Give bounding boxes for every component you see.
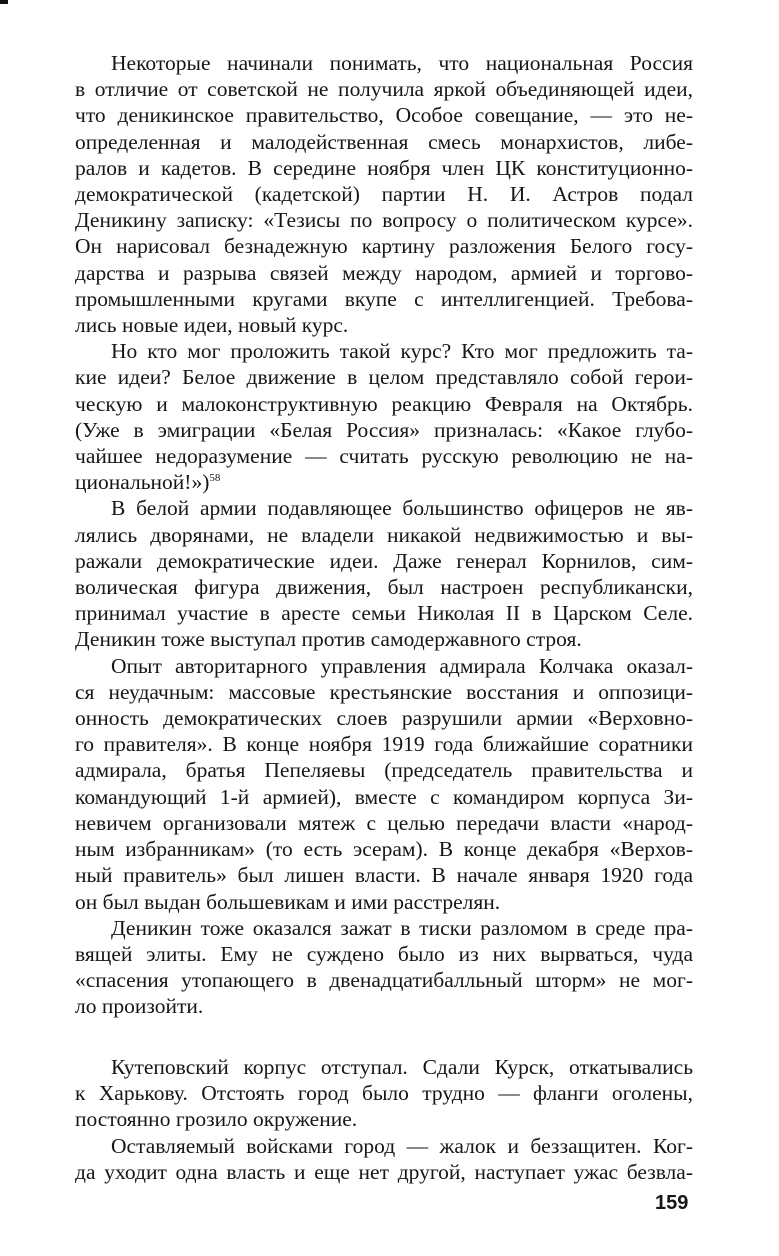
- text-line: лись новые идеи, новый курс.: [75, 313, 349, 338]
- text-line: В белой армии подавляющее большинство офицеров не яв-: [111, 496, 693, 521]
- page-number: 159: [655, 1192, 689, 1214]
- paragraph: [75, 1133, 693, 1185]
- text-line: к Харькову. Отстоять город было трудно — фланги оголены,: [75, 1081, 693, 1106]
- scan-corner-mark: [0, 0, 8, 4]
- text-line: невичем организовали мятеж с целью передачи власти «народ-: [75, 810, 693, 835]
- text-line: циональной!»)$^{58}$: [75, 470, 221, 495]
- text-line: ралов и кадетов. В середине ноября член ЦК конституционно-: [75, 155, 693, 180]
- text-line: в отличие от советской не получила яркой объединяющей идеи,: [75, 77, 693, 102]
- text-line: да уходит одна власть и еще нет другой, наступает ужас безвла-: [75, 1159, 693, 1184]
- text-line: демократической (кадетской) партии Н. И. Астров подал: [75, 182, 693, 207]
- text-line: (Уже в эмиграции «Белая Россия» призналась: «Какое глубо-: [75, 417, 693, 442]
- text-line: ным избранникам» (то есть эсерам). В конце декабря «Верхов-: [75, 837, 693, 862]
- paragraph: [75, 915, 693, 1020]
- text-line: Некоторые начинали понимать, что национальная Россия: [111, 51, 693, 75]
- text-line: Деникину записку: «Тезисы по вопросу о политическом курсе».: [75, 208, 693, 233]
- text-line: ся неудачным: массовые крестьянские восстания и оппозици-: [75, 679, 693, 704]
- text-line: лялись дворянами, не владели никакой недвижимостью и вы-: [75, 522, 693, 547]
- text-line: ный правитель» был лишен власти. В начале января 1920 года: [75, 863, 693, 888]
- text-line: ческую и малоконструктивную реакцию Февраля на Октябрь.: [75, 391, 693, 416]
- text-line: ло произойти.: [75, 994, 204, 1019]
- text-line: принимал участие в аресте семьи Николая II в Царском Селе.: [75, 601, 693, 626]
- text-line: Оставляемый войсками город — жалок и беззащитен. Ког-: [111, 1133, 693, 1158]
- second-text-section: [75, 1054, 693, 1185]
- text-line: командующий 1-й армией), вместе с командиром корпуса Зи-: [75, 784, 693, 809]
- paragraph: [75, 653, 693, 915]
- paragraph: [75, 495, 693, 652]
- text-line: онность демократических слоев разрушили армии «Верховно-: [75, 706, 693, 731]
- text-line: Опыт авторитарного управления адмирала Колчака оказал-: [111, 653, 693, 678]
- text-line: Деникин тоже оказался зажат в тиски разломом в среде пра-: [111, 915, 693, 940]
- text-line: вящей элиты. Ему не суждено было из них вырваться, чуда: [75, 941, 693, 966]
- text-line: ражали демократические идеи. Даже генерал Корнилов, сим-: [75, 548, 693, 573]
- text-line: что деникинское правительство, Особое совещание, — это не-: [75, 103, 693, 128]
- text-line: Но кто мог проложить такой курс? Кто мог предложить та-: [111, 339, 693, 364]
- text-line: Деникин тоже выступал против самодержавного строя.: [75, 627, 582, 652]
- text-line: адмирала, братья Пепеляевы (председатель правительства и: [75, 758, 693, 783]
- footnote-reference[interactable]: 58: [209, 472, 221, 485]
- text-line: дарства и разрыва связей между народом, армией и торгово-: [75, 260, 693, 285]
- text-line: определенная и малодейственная смесь монархистов, либе-: [75, 129, 693, 154]
- paragraph: [75, 338, 693, 495]
- text-line: кие идеи? Белое движение в целом представляло собой герои-: [75, 365, 693, 390]
- text-line: Он нарисовал безнадежную картину разложения Белого госу-: [75, 234, 693, 259]
- paragraph: [75, 50, 693, 338]
- text-line: промышленными кругами вкупе с интеллигенцией. Требова-: [75, 286, 693, 311]
- text-line: волическая фигура движения, был настроен республикански,: [75, 575, 693, 600]
- paragraph: [75, 1054, 693, 1133]
- main-text-section: [75, 50, 693, 1020]
- text-line: Кутеповский корпус отступал. Сдали Курск, откатывались: [111, 1055, 693, 1079]
- text-line: он был выдан большевикам и ими расстрелян.: [75, 889, 501, 914]
- text-line: постоянно грозило окружение.: [75, 1107, 358, 1132]
- text-line: чайшее недоразумение — считать русскую революцию не на-: [75, 444, 693, 469]
- text-line: «спасения утопающего в двенадцатибалльный шторм» не мог-: [75, 968, 693, 993]
- text-line: го правителя». В конце ноября 1919 года ближайшие соратники: [75, 732, 693, 757]
